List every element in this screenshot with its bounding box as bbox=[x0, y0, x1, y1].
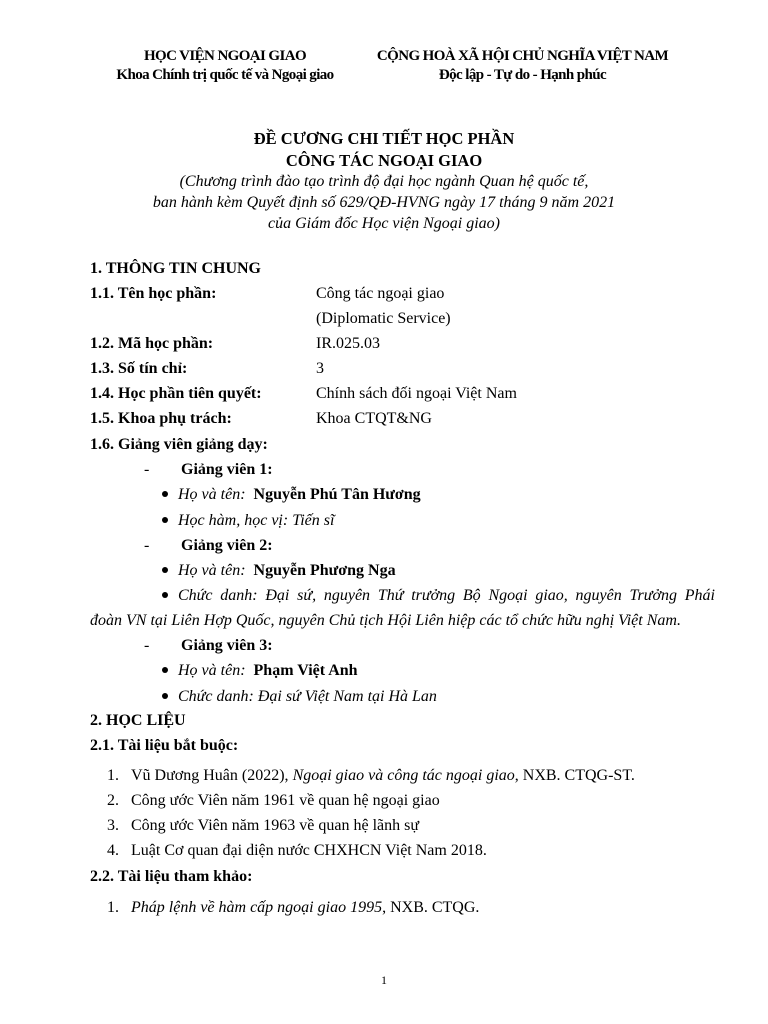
doc-title: ĐỀ CƯƠNG CHI TIẾT HỌC PHẦN bbox=[253, 129, 515, 148]
list-item bbox=[107, 767, 635, 785]
list-number: 3. bbox=[107, 817, 119, 834]
bullet-icon bbox=[162, 667, 168, 673]
ref-title: Pháp lệnh về hàm cấp ngoại giao 1995 bbox=[131, 899, 383, 916]
national-title: CỘNG HOÀ XÃ HỘI CHỦ NGHĨA VIỆT NAM bbox=[376, 48, 669, 64]
title-note-2: ban hành kèm Quyết định số 629/QĐ-HVNG ngày 17 tháng 9 năm 2021 bbox=[152, 194, 616, 211]
dash-marker: - bbox=[144, 461, 150, 478]
subsection-heading: 2.2. Tài liệu tham khảo: bbox=[90, 868, 253, 885]
bullet-icon bbox=[162, 491, 168, 497]
name-label: Họ và tên: bbox=[178, 562, 246, 579]
bullet-icon bbox=[162, 693, 168, 699]
name-label: Họ và tên: bbox=[178, 662, 246, 679]
info-value: Chính sách đối ngoại Việt Nam bbox=[316, 385, 517, 402]
lecturer-name: Nguyễn Phú Tân Hương bbox=[253, 486, 421, 503]
lecturer-name: Nguyễn Phương Nga bbox=[253, 562, 396, 579]
list-item bbox=[107, 817, 419, 835]
lecturer-name: Phạm Việt Anh bbox=[253, 662, 358, 679]
bullet-icon bbox=[162, 592, 168, 598]
section-heading: 1. THÔNG TIN CHUNG bbox=[90, 260, 261, 277]
lecturer-position-row bbox=[162, 587, 715, 605]
lecturer-title: Giảng viên 2: bbox=[181, 537, 273, 554]
lecturers-label: 1.6. Giảng viên giảng dạy: bbox=[90, 436, 268, 453]
ref-text: Công ước Viên năm 1963 về quan hệ lãnh sự bbox=[131, 817, 420, 834]
list-item bbox=[107, 842, 487, 860]
info-value: Công tác ngoại giao bbox=[316, 285, 445, 302]
info-value: Khoa CTQT&NG bbox=[316, 410, 432, 427]
list-number: 1. bbox=[107, 767, 119, 784]
info-value: IR.025.03 bbox=[316, 335, 380, 352]
dash-marker: - bbox=[144, 537, 150, 554]
info-label: 1.5. Khoa phụ trách: bbox=[90, 410, 232, 427]
lecturer-title: Giảng viên 1: bbox=[181, 461, 273, 478]
lecturer-name-row bbox=[162, 562, 396, 580]
lecturer-name-row bbox=[162, 486, 421, 504]
list-item bbox=[107, 899, 479, 917]
info-value: 3 bbox=[316, 360, 324, 377]
list-number: 4. bbox=[107, 842, 119, 859]
ref-text: , NXB. CTQG-ST. bbox=[514, 767, 635, 784]
list-item bbox=[107, 792, 440, 810]
title-note-3: của Giám đốc Học viện Ngoại giao) bbox=[268, 215, 500, 232]
faculty-name: Khoa Chính trị quốc tế và Ngoại giao bbox=[116, 67, 334, 83]
info-label: 1.1. Tên học phần: bbox=[90, 285, 217, 302]
course-title: CÔNG TÁC NGOẠI GIAO bbox=[285, 151, 483, 170]
lecturer-position: Chức danh: Đại sứ Việt Nam tại Hà Lan bbox=[178, 688, 437, 705]
info-label: 1.3. Số tín chỉ: bbox=[90, 360, 188, 377]
national-motto: Độc lập - Tự do - Hạnh phúc bbox=[438, 67, 607, 83]
lecturer-position-cont: đoàn VN tại Liên Hợp Quốc, nguyên Chủ tịch Hội Liên hiệp các tổ chức hữu nghị Việt Nam. bbox=[90, 612, 681, 629]
ref-text: , NXB. CTQG. bbox=[382, 899, 480, 916]
list-number: 1. bbox=[107, 899, 119, 916]
lecturer-title: Giảng viên 3: bbox=[181, 637, 273, 654]
info-label: 1.4. Học phần tiên quyết: bbox=[90, 385, 262, 402]
list-number: 2. bbox=[107, 792, 119, 809]
title-note-1: (Chương trình đào tạo trình độ đại học ngành Quan hệ quốc tế, bbox=[179, 173, 589, 190]
lecturer-position: Chức danh: Đại sứ, nguyên Thứ trưởng Bộ Ngoại giao, nguyên Trưởng Phái bbox=[178, 587, 715, 604]
info-value: (Diplomatic Service) bbox=[316, 310, 451, 327]
subsection-heading: 2.1. Tài liệu bắt buộc: bbox=[90, 737, 239, 754]
bullet-icon bbox=[162, 567, 168, 573]
lecturer-position-row bbox=[162, 688, 437, 706]
bullet-icon bbox=[162, 517, 168, 523]
ref-title: Ngoại giao và công tác ngoại giao bbox=[292, 767, 515, 784]
page-number: 1 bbox=[381, 973, 387, 987]
dash-marker: - bbox=[144, 637, 150, 654]
lecturer-degree: Học hàm, học vị: Tiến sĩ bbox=[178, 512, 335, 529]
ref-text: Luật Cơ quan đại diện nước CHXHCN Việt Nam 2018. bbox=[131, 842, 487, 859]
institution-name: HỌC VIỆN NGOẠI GIAO bbox=[143, 48, 307, 64]
ref-text: Công ước Viên năm 1961 về quan hệ ngoại giao bbox=[131, 792, 440, 809]
section-heading: 2. HỌC LIỆU bbox=[90, 712, 186, 729]
name-label: Họ và tên: bbox=[178, 486, 246, 503]
lecturer-name-row bbox=[162, 662, 358, 680]
info-label: 1.2. Mã học phần: bbox=[90, 335, 214, 352]
lecturer-degree-row bbox=[162, 512, 334, 530]
ref-text: Vũ Dương Huân (2022), bbox=[131, 767, 293, 784]
